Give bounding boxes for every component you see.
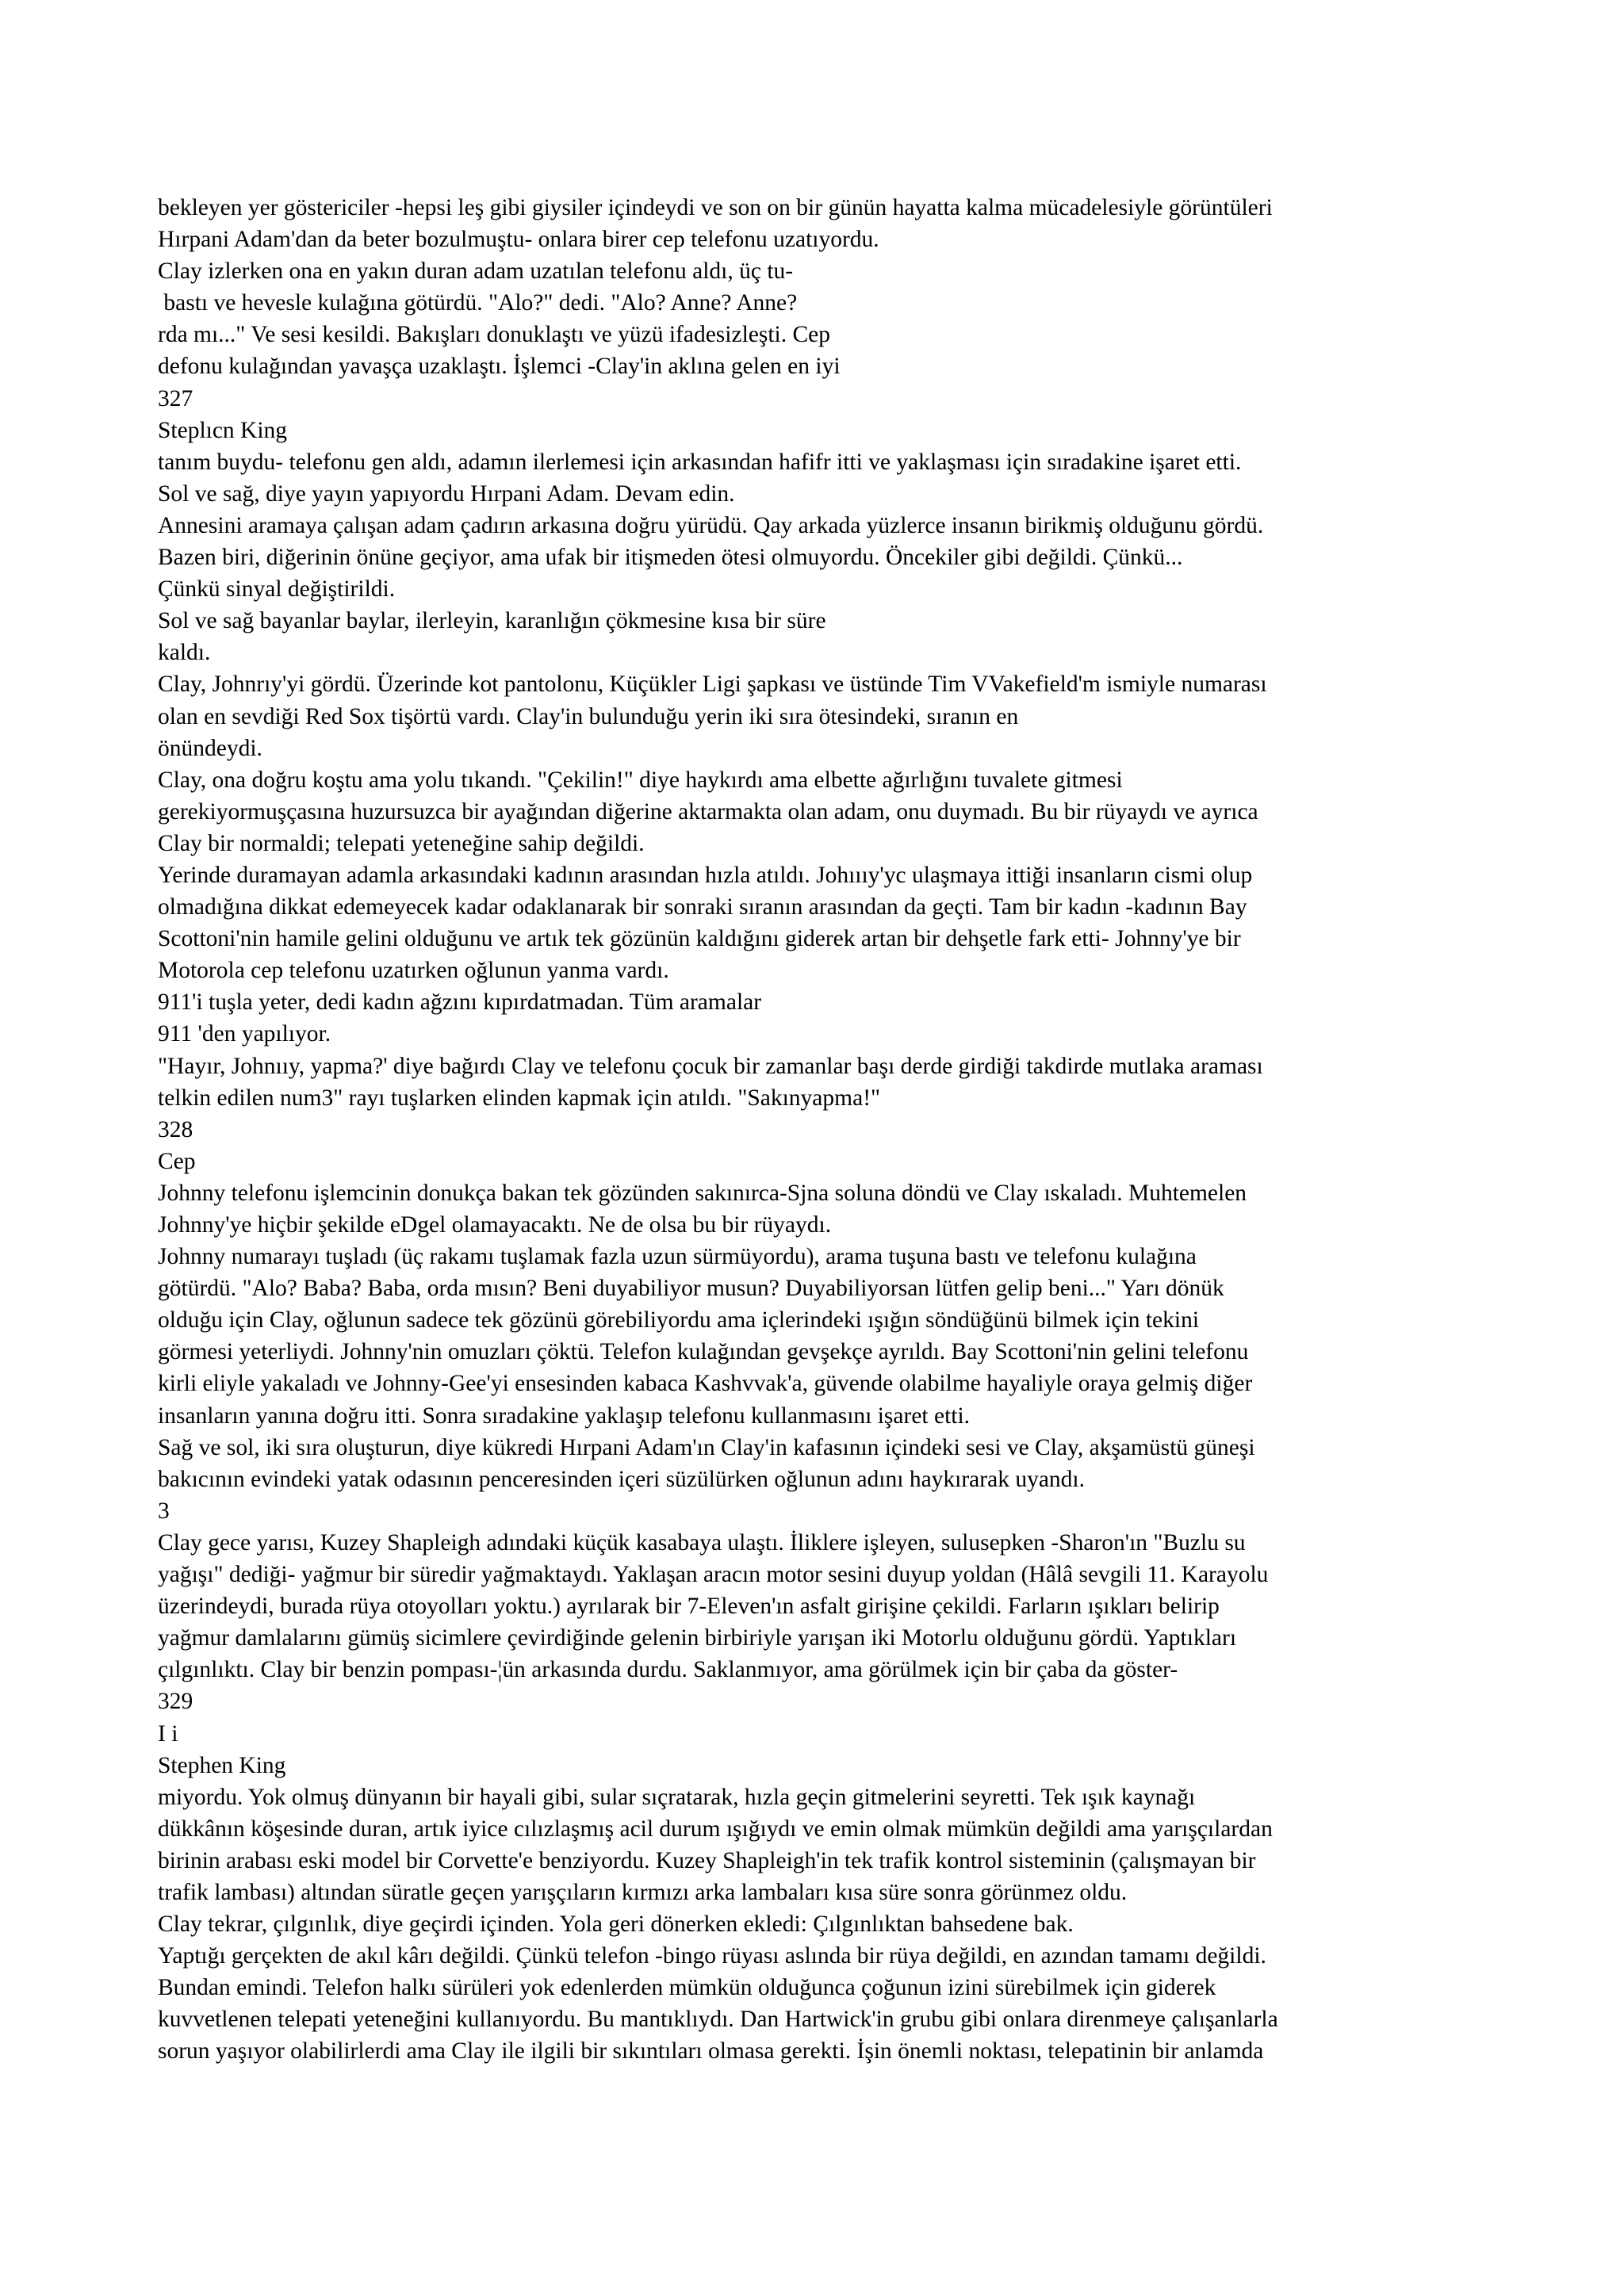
- text-line: defonu kulağından yavaşça uzaklaştı. İşlemci -Clay'in aklına gelen en iyi: [158, 354, 841, 380]
- text-line: Motorola cep telefonu uzatırken oğlunun yanma vardı.: [158, 958, 669, 984]
- text-line: Clay bir normaldi; telepati yeteneğine sahip değildi.: [158, 830, 645, 856]
- text-line: Scottoni'nin hamile gelini olduğunu ve artık tek gözünün kaldığını giderek artan bir dehşetle fark etti- Johnny'ye bir: [158, 926, 1241, 952]
- text-line: Sol ve sağ bayanlar baylar, ilerleyin, karanlığın çökmesine kısa bir süre: [158, 608, 826, 634]
- text-line: çılgınlıktı. Clay bir benzin pompası-¦ün arkasında durdu. Saklanmıyor, ama görülmek için bir çaba da göster-: [158, 1657, 1178, 1683]
- text-line: telkin edilen num3" rayı tuşlarken elinden kapmak için atıldı. "Sakınyapma!": [158, 1085, 881, 1111]
- text-line: yağmur damlalarını gümüş sicimlere çevirdiğinde gelenin birbiriyle yarışan iki Motorlu olduğunu gördü. Yaptıkları: [158, 1625, 1237, 1651]
- text-line: Hırpani Adam'dan da beter bozulmuştu- onlara birer cep telefonu uzatıyordu.: [158, 227, 879, 253]
- text-line: Yaptığı gerçekten de akıl kârı değildi. Çünkü telefon -bingo rüyası aslında bir rüya değildi, en azından tamamı değildi.: [158, 1943, 1266, 1969]
- text-line: bastı ve hevesle kulağına götürdü. "Alo?" dedi. "Alo? Anne? Anne?: [158, 290, 798, 316]
- text-line: Clay gece yarısı, Kuzey Shapleigh adındaki küçük kasabaya ulaştı. İliklere işleyen, sulusepken -Sharon'ın "Buzlu su: [158, 1529, 1246, 1556]
- text-line: önündeydi.: [158, 735, 262, 761]
- text-line: trafik lambası) altından süratle geçen yarışçıların kırmızı arka lambaları kısa süre sonra görünmez oldu.: [158, 1879, 1128, 1905]
- text-line: Cep: [158, 1148, 196, 1174]
- text-line: Johnny'ye hiçbir şekilde eDgel olamayacaktı. Ne de olsa bu bir rüyaydı.: [158, 1212, 832, 1238]
- text-line: miyordu. Yok olmuş dünyanın bir hayali gibi, sular sıçratarak, hızla geçin gitmelerini seyretti. Tek ışık kaynağı: [158, 1784, 1196, 1810]
- text-line: Clay izlerken ona en yakın duran adam uzatılan telefonu aldı, üç tu-: [158, 258, 794, 285]
- text-line: kuvvetlenen telepati yeteneğini kullanıyordu. Bu mantıklıydı. Dan Hartwick'in grubu gibi onlara direnmeye çalışanlarla: [158, 2007, 1278, 2033]
- text-line: Bundan emindi. Telefon halkı sürüleri yok edenlerden mümkün olduğunca çoğunun izini sürebilmek için giderek: [158, 1975, 1216, 2001]
- text-line: yağışı" dediği- yağmur bir süredir yağmaktaydı. Yaklaşan aracın motor sesini duyup yoldan (Hâlâ sevgili 11. Karayolu: [158, 1562, 1269, 1588]
- text-line: Sol ve sağ, diye yayın yapıyordu Hırpani Adam. Devam edin.: [158, 480, 735, 507]
- text-line: Annesini aramaya çalışan adam çadırın arkasına doğru yürüdü. Qay arkada yüzlerce insanın birikmiş olduğunu gördü.: [158, 512, 1264, 538]
- text-line: Yerinde duramayan adamla arkasındaki kadının arasından hızla atıldı. Johıııy'yc ulaşmaya ittiği insanların cismi olup: [158, 862, 1253, 888]
- text-line: götürdü. "Alo? Baba? Baba, orda mısın? Beni duyabiliyor musun? Duyabiliyorsan lütfen gelip beni..." Yarı dönük: [158, 1276, 1224, 1302]
- text-line: 329: [158, 1689, 193, 1715]
- text-line: sorun yaşıyor olabilirlerdi ama Clay ile ilgili bir sıkıntıları olmasa gerekti. İşin önemli noktası, telepatinin bir anlamda: [158, 2038, 1264, 2064]
- text-line: Steplıcn King: [158, 417, 288, 443]
- text-line: kirli eliyle yakaladı ve Johnny-Gee'yi ensesinden kabaca Kashvvak'a, güvende olabilme hayaliyle oraya gelmiş diğer: [158, 1371, 1253, 1397]
- text-line: Clay, ona doğru koştu ama yolu tıkandı. "Çekilin!" diye haykırdı ama elbette ağırlığını tuvalete gitmesi: [158, 767, 1123, 793]
- text-line: Johnny telefonu işlemcinin donukça bakan tek gözünden sakınırca-Sjna soluna döndü ve Clay ıskaladı. Muhtemelen: [158, 1180, 1247, 1206]
- text-line: görmesi yeterliydi. Johnny'nin omuzları çöktü. Telefon kulağından gevşekçe ayrıldı. Bay Scottoni'nin gelini telefonu: [158, 1339, 1249, 1365]
- text-line: Johnny numarayı tuşladı (üç rakamı tuşlamak fazla uzun sürmüyordu), arama tuşuna bastı ve telefonu kulağına: [158, 1244, 1197, 1270]
- text-line: olmadığına dikkat edemeyecek kadar odaklanarak bir sonraki sıranın arasından da geçti. Tam bir kadın -kadının Bay: [158, 894, 1247, 920]
- text-line: rda mı..." Ve sesi kesildi. Bakışları donuklaştı ve yüzü ifadesizleşti. Cep: [158, 322, 830, 348]
- text-line: gerekiyormuşçasına huzursuzca bir ayağından diğerine aktarmakta olan adam, onu duymadı. Bu bir rüyaydı ve ayrıca: [158, 798, 1258, 825]
- text-line: 328: [158, 1116, 193, 1142]
- text-line: olduğu için Clay, oğlunun sadece tek gözünü görebiliyordu ama içlerindeki ışığın söndüğünü bilmek için tekini: [158, 1307, 1200, 1334]
- text-line: birinin arabası eski model bir Corvette'e benziyordu. Kuzey Shapleigh'in tek trafik kontrol sisteminin (çalışmayan bir: [158, 1847, 1256, 1873]
- text-line: tanım buydu- telefonu gen aldı, adamın ilerlemesi için arkasından hafifr itti ve yaklaşması için sıradakine işaret etti.: [158, 449, 1242, 475]
- text-line: Bazen biri, diğerinin önüne geçiyor, ama ufak bir itişmeden ötesi olmuyordu. Öncekiler gibi değildi. Çünkü...: [158, 545, 1183, 571]
- text-line: 911'i tuşla yeter, dedi kadın ağzını kıpırdatmadan. Tüm aramalar: [158, 989, 762, 1016]
- text-line: üzerindeydi, burada rüya otoyolları yoktu.) ayrılarak bir 7-Eleven'ın asfalt girişine çekildi. Farların ışıkları belirip: [158, 1594, 1220, 1620]
- text-line: insanların yanına doğru itti. Sonra sıradakine yaklaşıp telefonu kullanmasını işaret etti.: [158, 1402, 971, 1429]
- text-line: Sağ ve sol, iki sıra oluşturun, diye kükredi Hırpani Adam'ın Clay'in kafasının içindeki sesi ve Clay, akşamüstü güneşi: [158, 1434, 1255, 1460]
- text-line: dükkânın köşesinde duran, artık iyice cılızlaşmış acil durum ışığıydı ve emin olmak mümkün değildi ama yarışçılardan: [158, 1816, 1273, 1842]
- text-line: Clay, Johnrıy'yi gördü. Üzerinde kot pantolonu, Küçükler Ligi şapkası ve üstünde Tim VVakefield'm ismiyle numarası: [158, 672, 1267, 698]
- text-line: Çünkü sinyal değiştirildi.: [158, 576, 396, 603]
- text-line: kaldı.: [158, 640, 211, 666]
- text-line: 911 'den yapılıyor.: [158, 1021, 331, 1047]
- text-line: I i: [158, 1720, 178, 1747]
- text-line: olan en sevdiği Red Sox tişörtü vardı. Clay'in bulunduğu yerin iki sıra ötesindeki, sıranın en: [158, 703, 1019, 729]
- text-line: 327: [158, 385, 193, 411]
- text-line: 3: [158, 1498, 170, 1524]
- text-line: Clay tekrar, çılgınlık, diye geçirdi içinden. Yola geri dönerken ekledi: Çılgınlıktan bahsedene bak.: [158, 1911, 1074, 1938]
- text-line: bekleyen yer göstericiler -hepsi leş gibi giysiler içindeydi ve son on bir günün hayatta kalma mücadelesiyle görüntüleri: [158, 195, 1273, 220]
- page-text: [158, 192, 1490, 2068]
- text-line: Stephen King: [158, 1752, 286, 1778]
- text-line: "Hayır, Johnııy, yapma?' diye bağırdı Clay ve telefonu çocuk bir zamanlar başı derde girdiği takdirde mutlaka araması: [158, 1053, 1263, 1079]
- text-line: bakıcının evindeki yatak odasının penceresinden içeri süzülürken oğlunun adını haykırarak uyandı.: [158, 1466, 1085, 1492]
